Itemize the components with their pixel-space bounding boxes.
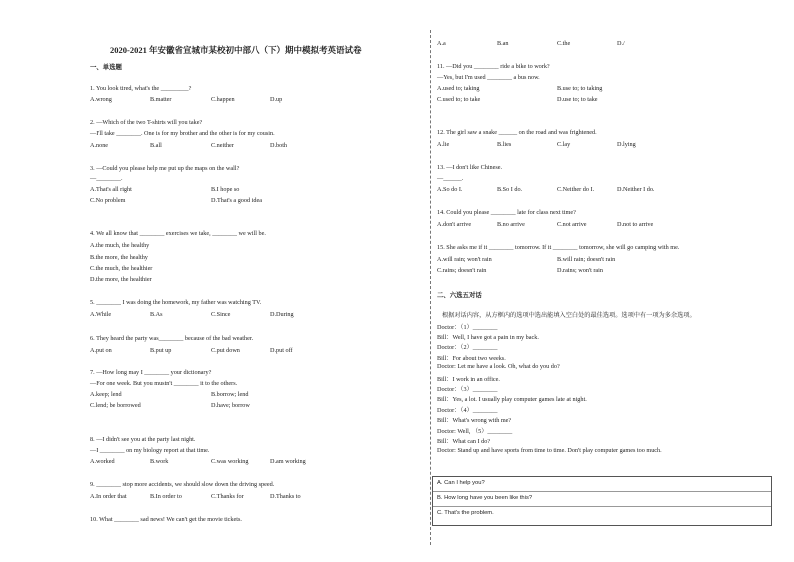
q2-option-c[interactable]: C.neither [211, 142, 234, 149]
q1-option-c[interactable]: C.happen [211, 96, 235, 103]
dialog-line: Bill：What's wrong with me? [437, 417, 512, 424]
q14-option-d[interactable]: D.not to arrive [617, 221, 654, 228]
q3-option-d[interactable]: D.That's a good idea [211, 197, 262, 204]
q12-option-b[interactable]: B.lies [497, 141, 512, 148]
question-12: 12. The girl saw a snake ______ on the road and was frightened. [437, 129, 597, 136]
q13-option-b[interactable]: B.So I do. [497, 186, 523, 193]
q4-option-c[interactable]: C.the much, the healthier [90, 265, 153, 272]
dialog-line: Doctor: Stand up and have sports from time to time. Don't play computer games too much. [437, 447, 662, 454]
q11-option-d[interactable]: D.use to; to take [557, 96, 598, 103]
q9-option-b[interactable]: B.In order to [150, 493, 182, 500]
question-14: 14. Could you please ________ late for class next time? [437, 209, 576, 216]
question-10: 10. What ________ sad news! We can't get the movie tickets. [90, 516, 242, 523]
q15-option-d[interactable]: D.rains; won't rain [557, 267, 603, 274]
q3-option-c[interactable]: C.No problem [90, 197, 126, 204]
question-15: 15. She asks me if it ________ tomorrow. If it ________ tomorrow, she will go camping with me. [437, 244, 680, 251]
q11-option-c[interactable]: C.used to; to take [437, 96, 481, 103]
q10-option-a[interactable]: A.a [437, 40, 446, 47]
q7-option-d[interactable]: D.have; borrow [211, 402, 250, 409]
dialog-line: Doctor：（2）________ [437, 344, 498, 351]
q11-option-b[interactable]: B.use to; to taking [557, 85, 603, 92]
q8-option-c[interactable]: C.was working [211, 458, 249, 465]
dialog-instruction: 根据对话内容，从方框内的选项中选出能填入空白处的最佳选项。选项中有一项为多余选项。 [442, 312, 696, 319]
dialog-line: Doctor: Let me have a look. Oh, what do you do? [437, 363, 560, 370]
q9-option-c[interactable]: C.Thanks for [211, 493, 244, 500]
q5-option-b[interactable]: B.As [150, 311, 163, 318]
q13-option-c[interactable]: C.Neither do I. [557, 186, 595, 193]
dialog-line: Doctor：（3）________ [437, 386, 498, 393]
q1-option-d[interactable]: D.up [270, 96, 283, 103]
q8-option-a[interactable]: A.worked [90, 458, 115, 465]
question-13-line2: —______. [437, 175, 464, 182]
question-8: 8. —I didn't see you at the party last night. [90, 436, 196, 443]
q1-option-b[interactable]: B.matter [150, 96, 172, 103]
question-13: 13. —I don't like Chinese. [437, 164, 503, 171]
dialog-line: Doctor：（4）________ [437, 407, 498, 414]
q7-option-a[interactable]: A.keep; lend [90, 391, 122, 398]
box-option-c[interactable]: C. That's the problem. [437, 510, 494, 516]
q6-option-a[interactable]: A.put on [90, 347, 112, 354]
dialog-line: Bill：For about two weeks. [437, 355, 506, 362]
q13-option-d[interactable]: D.Neither I do. [617, 186, 655, 193]
question-7: 7. —How long may I ________ your dictionary? [90, 369, 212, 376]
q2-option-d[interactable]: D.both [270, 142, 288, 149]
q12-option-a[interactable]: A.lie [437, 141, 450, 148]
q3-option-a[interactable]: A.That's all right [90, 186, 132, 193]
options-box [432, 476, 772, 526]
box-option-b[interactable]: B. How long have you been like this? [437, 495, 533, 501]
q2-option-b[interactable]: B.all [150, 142, 162, 149]
q14-option-c[interactable]: C.not arrive [557, 221, 587, 228]
q5-option-d[interactable]: D.During [270, 311, 294, 318]
q10-option-b[interactable]: B.an [497, 40, 509, 47]
q6-option-b[interactable]: B.put up [150, 347, 172, 354]
q12-option-d[interactable]: D.lying [617, 141, 636, 148]
q14-option-a[interactable]: A.don't arrive [437, 221, 472, 228]
question-1: 1. You look tired, what's the _________? [90, 85, 192, 92]
page-title: 2020-2021 年安徽省宣城市某校初中部八（下）期中模拟考英语试卷 [110, 45, 362, 55]
question-2-line2: —I'll take ________. One is for my brother and the other is for my cousin. [90, 130, 275, 137]
q9-option-a[interactable]: A.In order that [90, 493, 127, 500]
q9-option-d[interactable]: D.Thanks to [270, 493, 301, 500]
dialog-line: Bill：Well, I have got a pain in my back. [437, 334, 539, 341]
q1-option-a[interactable]: A.wrong [90, 96, 112, 103]
dialog-line: Bill：What can I do? [437, 438, 491, 445]
section-heading-choice: 一、单选题 [90, 64, 122, 71]
box-separator [433, 506, 771, 507]
question-3-line2: —________. [90, 175, 123, 182]
section-heading-dialog: 二、六选五对话 [437, 292, 482, 299]
q15-option-c[interactable]: C.rains; doesn't rain [437, 267, 487, 274]
question-2: 2. —Which of the two T-shirts will you take? [90, 119, 203, 126]
box-separator [433, 491, 771, 492]
question-8-line2: —I ________ on my biology report at that time. [90, 447, 210, 454]
q15-option-b[interactable]: B.will rain; doesn't rain [557, 256, 616, 263]
q14-option-b[interactable]: B.no arrive [497, 221, 525, 228]
q5-option-c[interactable]: C.Since [211, 311, 231, 318]
question-6: 6. They heard the party was________ because of the bad weather. [90, 335, 254, 342]
q10-option-c[interactable]: C.the [557, 40, 571, 47]
dialog-line: Doctor: Well, （5）________ [437, 428, 513, 435]
question-3: 3. —Could you please help me put up the maps on the wall? [90, 165, 240, 172]
q12-option-c[interactable]: C.lay [557, 141, 571, 148]
q2-option-a[interactable]: A.none [90, 142, 109, 149]
q6-option-d[interactable]: D.put off [270, 347, 293, 354]
q7-option-b[interactable]: B.borrow; lend [211, 391, 249, 398]
dialog-line: Bill：I work in an office. [437, 376, 500, 383]
q8-option-d[interactable]: D.am working [270, 458, 306, 465]
question-7-line2: —For one week. But you mustn't ________ it to the others. [90, 380, 238, 387]
q4-option-b[interactable]: B.the more, the healthy [90, 254, 148, 261]
q4-option-a[interactable]: A.the much, the healthy [90, 242, 150, 249]
q4-option-d[interactable]: D.the more, the healthier [90, 276, 152, 283]
dialog-line: Bill：Yes, a lot. I usually play computer games late at night. [437, 396, 587, 403]
question-4: 4. We all know that ________ exercises we take, ________ we will be. [90, 230, 266, 237]
q6-option-c[interactable]: C.put down [211, 347, 240, 354]
column-divider [430, 30, 431, 545]
dialog-line: Doctor：（1）________ [437, 324, 498, 331]
question-11-line2: —Yes, but I'm used ________ a bus now. [437, 74, 540, 81]
box-option-a[interactable]: A. Can I help you? [437, 480, 485, 486]
q15-option-a[interactable]: A.will rain; won't rain [437, 256, 492, 263]
q8-option-b[interactable]: B.work [150, 458, 169, 465]
question-11: 11. —Did you ________ ride a bike to work? [437, 63, 550, 70]
q3-option-b[interactable]: B.I hope so [211, 186, 240, 193]
q11-option-a[interactable]: A.used to; taking [437, 85, 480, 92]
question-5: 5. ________ I was doing the homework, my father was watching TV. [90, 299, 262, 306]
q13-option-a[interactable]: A.So do I. [437, 186, 463, 193]
q5-option-a[interactable]: A.While [90, 311, 112, 318]
q10-option-d[interactable]: D./ [617, 40, 625, 47]
question-9: 9. ________ stop more accidents, we should slow down the driving speed. [90, 481, 275, 488]
q7-option-c[interactable]: C.lend; be borrowed [90, 402, 141, 409]
